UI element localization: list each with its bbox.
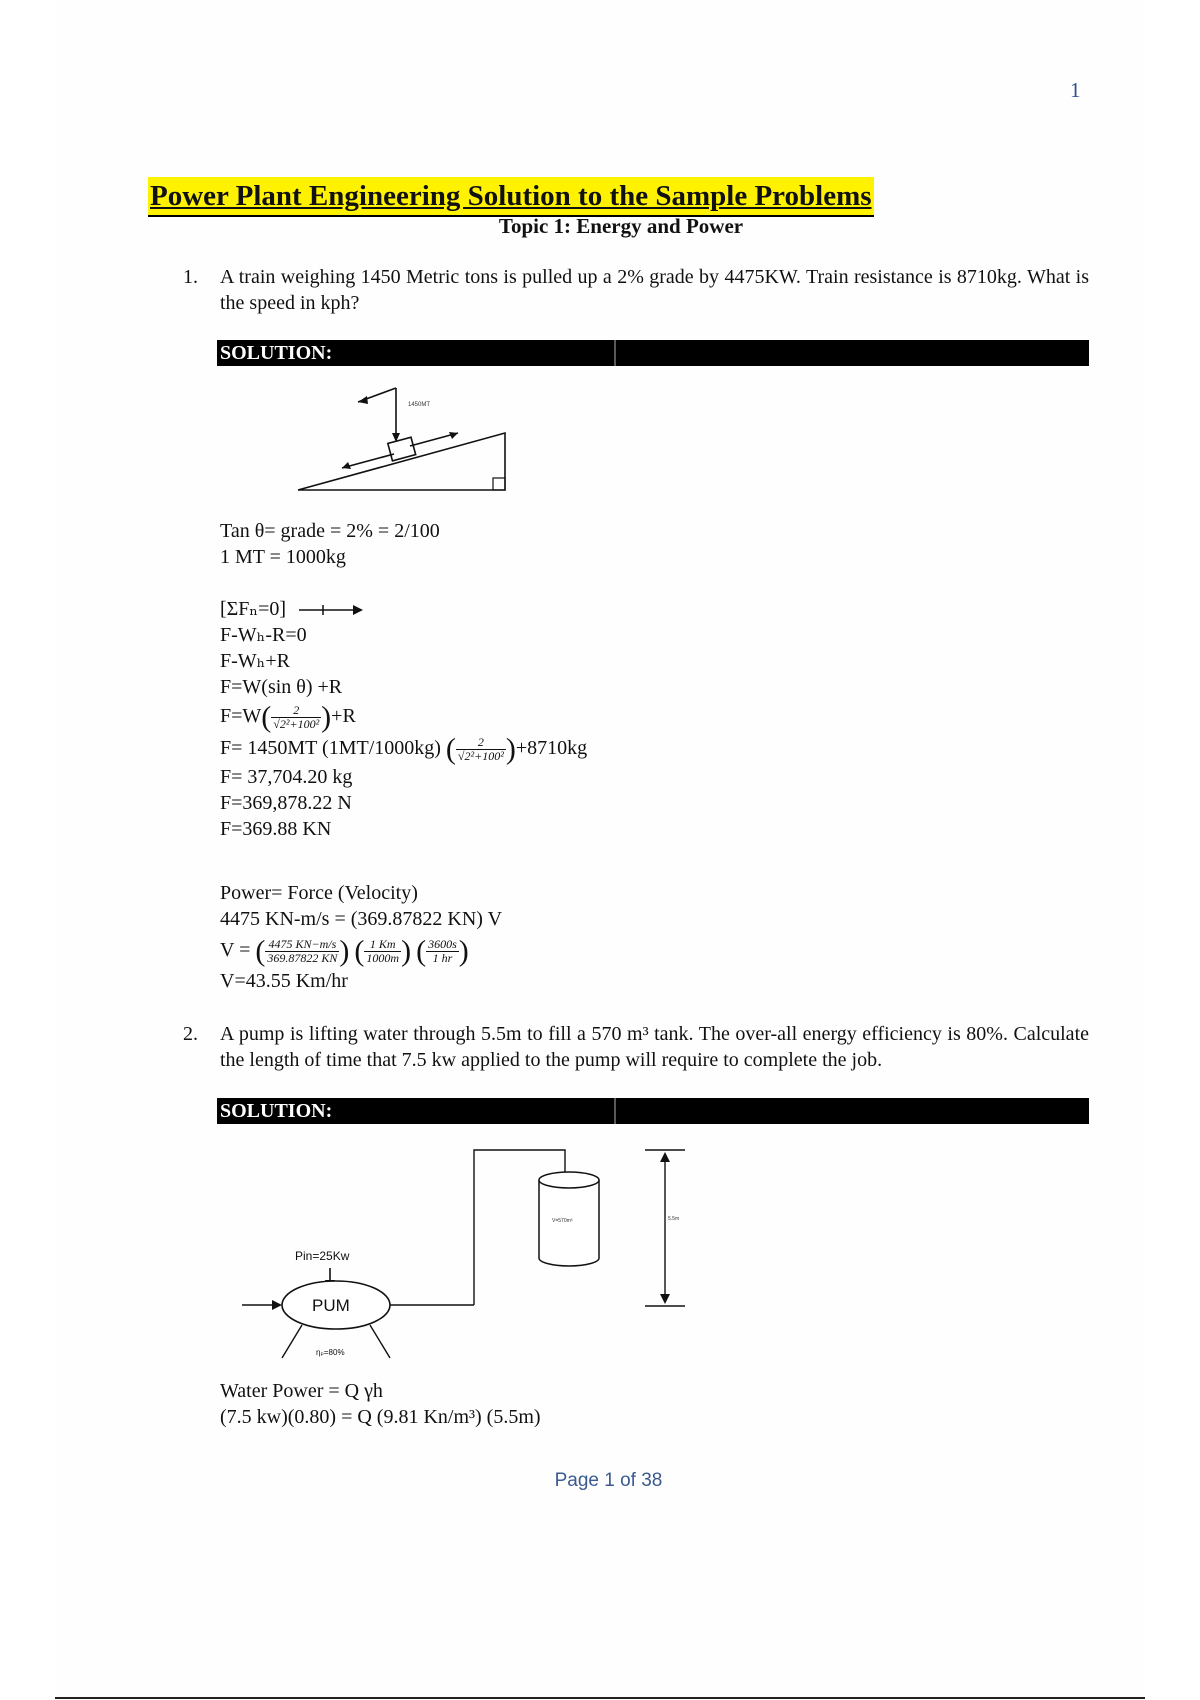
line-velocity: V = ( $\frac{4475 KN-m/s}{369.87822 KN}$ ) ( $\frac{1 Km}{1000m}$ ) ( $\frac{3600s}{1 hr}$ ) xyxy=(220,934,469,968)
problem-text: A train weighing 1450 Metric tons is pulled up a 2% grade by 4475KW. Train resistance is 8710kg. What is the speed in kph? xyxy=(220,266,1089,314)
problem-1 xyxy=(183,264,1089,316)
solution-1-block-c xyxy=(220,880,502,994)
loss-line-right xyxy=(370,1325,390,1358)
bottom-rule xyxy=(55,1697,1145,1699)
line-water-power: Water Power = Q γh xyxy=(220,1380,383,1402)
page-number: 1 xyxy=(1070,78,1081,102)
tank-label: V=570m³ xyxy=(552,1218,573,1224)
pump-label: PUM xyxy=(312,1296,350,1315)
right-angle-mark xyxy=(493,478,505,490)
line-eq5: F= 1450MT (1MT/1000kg) ( $\frac{2}{\text{√2²+100²}}$ )+8710kg xyxy=(220,732,588,766)
line-eq1: F-Wₕ-R=0 xyxy=(220,624,307,646)
weight-label: 1450MT xyxy=(408,402,431,408)
solution-bar xyxy=(217,1098,1089,1124)
line-power-eq: 4475 KN-m/s = (369.87822 KN) V xyxy=(220,908,503,930)
solution-2-block xyxy=(220,1378,541,1430)
document-title: Power Plant Engineering Solution to the Sample Problems xyxy=(148,177,874,217)
line-water-power-eq: (7.5 kw)(0.80) = Q (9.81 Kn/m³) (5.5m) xyxy=(220,1406,541,1428)
problem-text: A pump is lifting water through 5.5m to fill a 570 m³ tank. The over-all energy efficiency is 80%. Calculate the length of time that 7.5 kw applied to the pump will require to complete the job. xyxy=(220,1023,1089,1071)
topic-heading: Topic 1: Energy and Power xyxy=(498,214,744,238)
pin-label: Pin=25Kw xyxy=(295,1249,350,1263)
solution-1-block-b xyxy=(220,596,587,842)
loss-line-left xyxy=(282,1325,302,1358)
problem-number: 1. xyxy=(183,266,198,288)
solution-label: SOLUTION: xyxy=(220,342,333,364)
line-f-kn: F=369.88 KN xyxy=(220,818,332,840)
line-power: Power= Force (Velocity) xyxy=(220,882,418,904)
page-footer: Page 1 of 38 xyxy=(554,1470,663,1491)
problem-2 xyxy=(183,1021,1089,1073)
line-f-kg: F= 37,704.20 kg xyxy=(220,766,353,788)
efficiency-label: ηₚ=80% xyxy=(316,1348,345,1357)
height-label: 5.5m xyxy=(668,1216,680,1222)
line-eq2: F-Wₕ+R xyxy=(220,650,290,672)
document-page xyxy=(55,0,1145,1700)
line-eq3: F=W(sin θ) +R xyxy=(220,676,343,698)
tank-top xyxy=(539,1172,599,1188)
line-f-n: F=369,878.22 N xyxy=(220,792,352,814)
line-sum: [ΣFₙ=0] xyxy=(220,596,587,622)
pump-diagram xyxy=(240,1140,700,1365)
direction-arrow-icon xyxy=(297,603,365,617)
train-block xyxy=(388,437,416,461)
bar-divider xyxy=(614,340,616,366)
incline-diagram xyxy=(290,378,520,493)
line-eq4: F=W( $\frac{2}{\text{√2²+100²}}$ )+R xyxy=(220,700,356,734)
line-velocity-result: V=43.55 Km/hr xyxy=(220,970,348,992)
bar-divider xyxy=(614,1098,616,1124)
solution-bar xyxy=(217,340,1089,366)
line-tan: Tan θ= grade = 2% = 2/100 xyxy=(220,520,440,542)
problem-number: 2. xyxy=(183,1023,198,1045)
line-mt: 1 MT = 1000kg xyxy=(220,546,346,568)
solution-label: SOLUTION: xyxy=(220,1100,333,1122)
solution-1-block-a xyxy=(220,518,440,570)
